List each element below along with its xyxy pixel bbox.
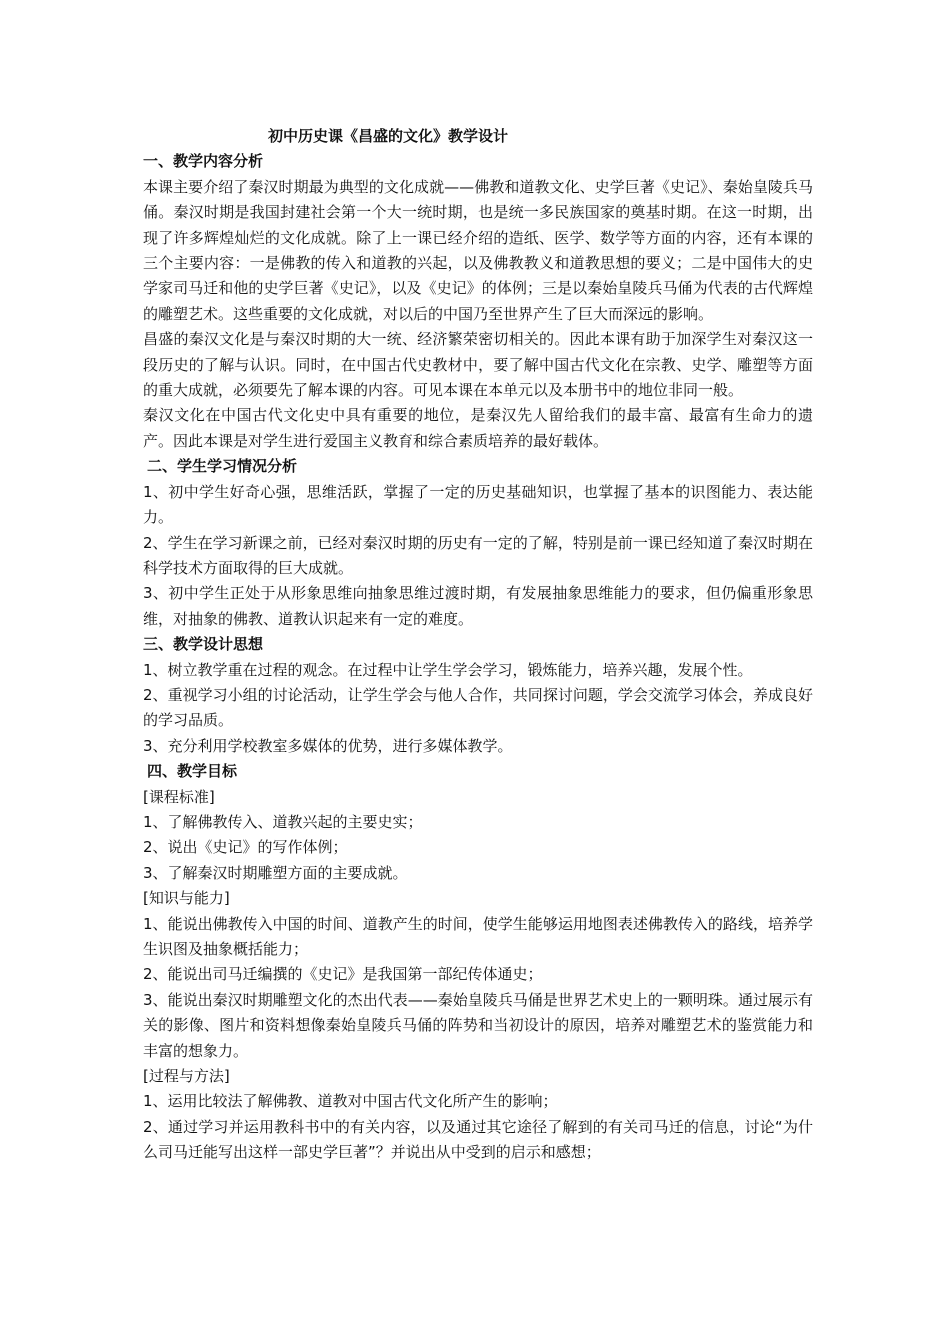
- paragraph: 1、能说出佛教传入中国的时间、道教产生的时间，使学生能够运用地图表述佛教传入的路线，培养学生识图及抽象概括能力；: [143, 914, 813, 958]
- section-heading-design-idea: 三、教学设计思想: [143, 635, 264, 654]
- paragraph: 2、能说出司马迁编撰的《史记》是我国第一部纪传体通史；: [143, 965, 543, 984]
- paragraph: 本课主要介绍了秦汉时期最为典型的文化成就——佛教和道教文化、史学巨著《史记》、秦始皇陵兵马俑。秦汉时期是我国封建社会第一个大一统时期，也是统一多民族国家的奠基时期。在这一时期，出现了许多辉煌灿烂的文化成就。除了上一课已经介绍的造纸、医学、数学等方面的内容，还有本课的三个主要内容：一是佛教的传入和道教的兴起，以及佛教教义和道教思想的要义；二是中国伟大的史学家司马迁和他的史学巨著《史记》，以及《史记》的体例；三是以秦始皇陵兵马俑为代表的古代辉煌的雕塑艺术。这些重要的文化成就，对以后的中国乃至世界产生了巨大而深远的影响。: [143, 177, 813, 323]
- paragraph: 3、初中学生正处于从形象思维向抽象思维过渡时期，有发展抽象思维能力的要求，但仍偏重形象思维，对抽象的佛教、道教认识起来有一定的难度。: [143, 584, 813, 628]
- subsection-label-curriculum: [课程标准]: [143, 787, 215, 806]
- subsection-label-knowledge: [知识与能力]: [143, 889, 230, 908]
- paragraph: 1、了解佛教传入、道教兴起的主要史实；: [143, 812, 423, 831]
- subsection-label-process: [过程与方法]: [143, 1067, 230, 1086]
- section-heading-objectives: 四、教学目标: [147, 762, 238, 781]
- paragraph: 秦汉文化在中国古代文化史中具有重要的地位，是秦汉先人留给我们的最丰富、最富有生命力的遗产。因此本课是对学生进行爱国主义教育和综合素质培养的最好载体。: [143, 406, 813, 450]
- document-title: 初中历史课《昌盛的文化》教学设计: [268, 127, 509, 145]
- paragraph: 3、了解秦汉时期雕塑方面的主要成就。: [143, 863, 408, 882]
- paragraph: 2、通过学习并运用教科书中的有关内容，以及通过其它途径了解到的有关司马迁的信息，讨论“为什么司马迁能写出这样一部史学巨著”？并说出从中受到的启示和感想；: [143, 1117, 813, 1162]
- paragraph: 2、学生在学习新课之前，已经对秦汉时期的历史有一定的了解，特别是前一课已经知道了秦汉时期在科学技术方面取得的巨大成就。: [143, 533, 813, 577]
- paragraph: 3、充分利用学校教室多媒体的优势，进行多媒体教学。: [143, 736, 513, 755]
- paragraph: 2、重视学习小组的讨论活动，让学生学会与他人合作，共同探讨问题，学会交流学习体会，养成良好的学习品质。: [143, 685, 813, 730]
- section-heading-content-analysis: 一、教学内容分析: [143, 152, 264, 171]
- paragraph: 1、树立教学重在过程的观念。在过程中让学生学会学习，锻炼能力，培养兴趣，发展个性。: [143, 660, 753, 679]
- paragraph: 1、初中学生好奇心强，思维活跃，掌握了一定的历史基础知识，也掌握了基本的识图能力、表达能力。: [143, 482, 813, 527]
- section-heading-student-analysis: 二、学生学习情况分析: [147, 457, 298, 476]
- paragraph: 2、说出《史记》的写作体例；: [143, 838, 348, 857]
- paragraph: 3、能说出秦汉时期雕塑文化的杰出代表——秦始皇陵兵马俑是世界艺术史上的一颗明珠。通过展示有关的影像、图片和资料想像秦始皇陵兵马俑的阵势和当初设计的原因，培养对雕塑艺术的鉴赏能力和丰富的想象力。: [143, 990, 813, 1060]
- paragraph: 1、运用比较法了解佛教、道教对中国古代文化所产生的影响；: [143, 1092, 558, 1111]
- document-page: [143, 124, 813, 1166]
- paragraph: 昌盛的秦汉文化是与秦汉时期的大一统、经济繁荣密切相关的。因此本课有助于加深学生对秦汉这一段历史的了解与认识。同时，在中国古代史教材中，要了解中国古代文化在宗教、史学、雕塑等方面的重大成就，必须要先了解本课的内容。可见本课在本单元以及本册书中的地位非同一般。: [143, 330, 813, 400]
